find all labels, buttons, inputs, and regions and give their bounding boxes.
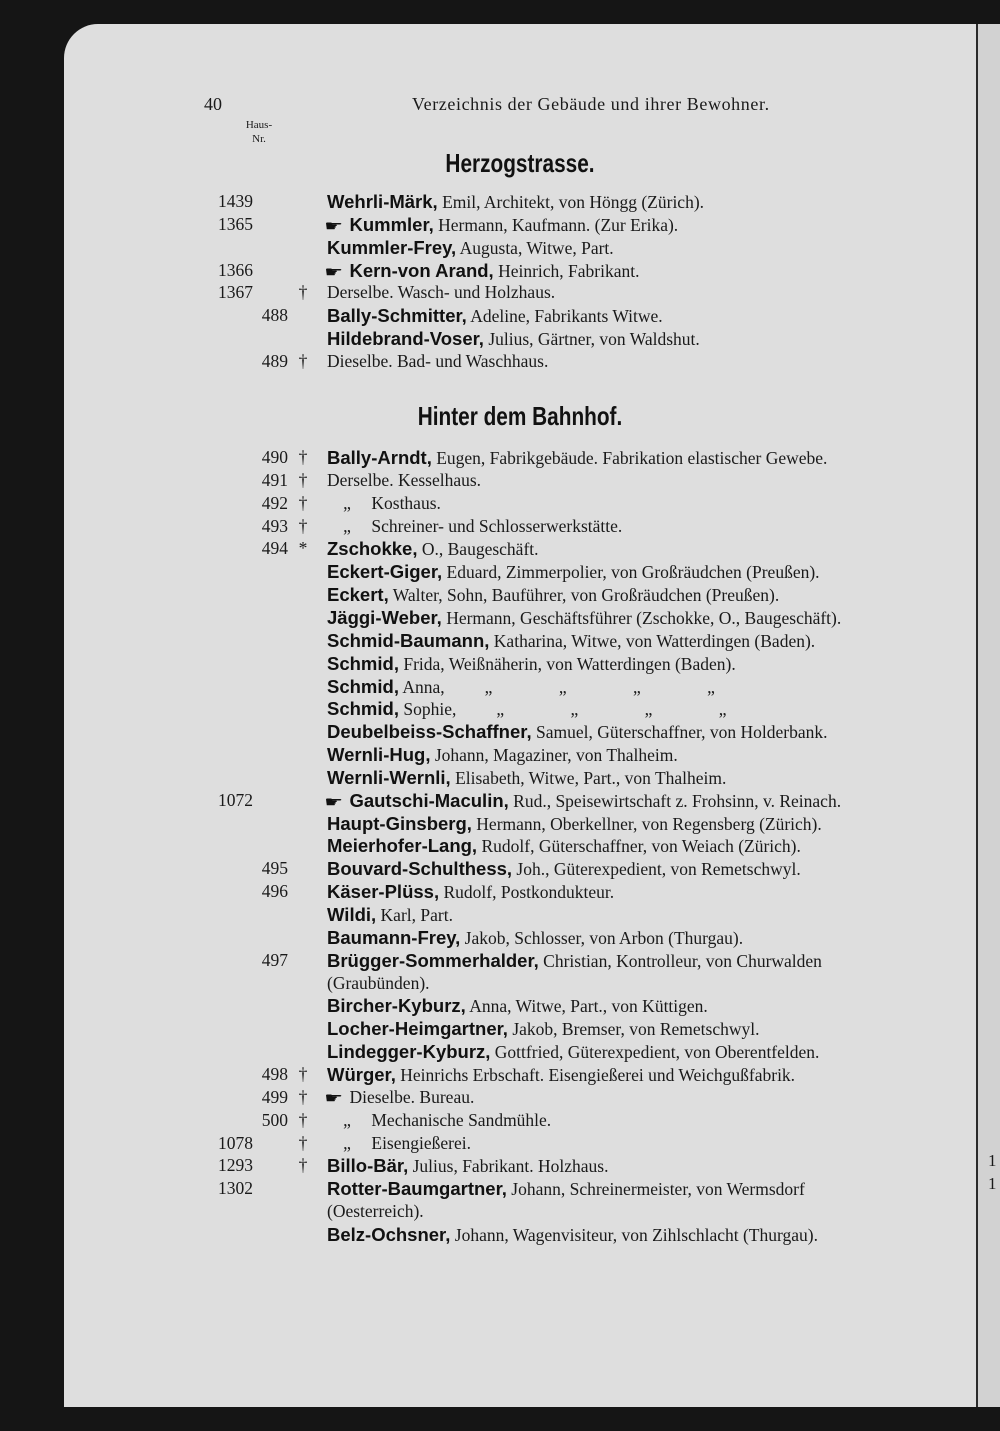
entry-details: Eduard, Zimmerpolier, von Großräudchen (Preußen). (446, 562, 820, 583)
house-number: 1366 (218, 259, 253, 280)
house-number: 495 (261, 858, 288, 879)
house-number: 1078 (218, 1132, 253, 1153)
entry-details: Sophie, (403, 699, 457, 720)
house-number: 1365 (218, 213, 253, 234)
entry-details: Emil, Architekt, von Höngg (Zürich). (442, 192, 705, 212)
directory-entry (64, 583, 976, 606)
entry-text (327, 857, 801, 881)
entry-details: Heinrichs Erbschaft. Eisengießerei und Weichgußfabrik. (400, 1064, 796, 1085)
resident-name: Billo-Bär, (327, 1155, 409, 1177)
entry-details: Jakob, Schlosser, von Arbon (Thurgau). (464, 927, 744, 948)
entry-details: Walter, Sohn, Bauführer, von Großräudchen (Preußen). (392, 585, 780, 606)
directory-entry (64, 629, 976, 652)
directory-entry (64, 1063, 976, 1086)
entry-details: Dieselbe. Bureau. (349, 1086, 475, 1107)
entry-details: Julius, Gärtner, von Waldshut. (488, 329, 700, 350)
entry-text (327, 994, 708, 1018)
resident-name: Haupt-Ginsberg, (327, 812, 472, 834)
entry-details: Christian, Kontrolleur, von Churwalden (543, 950, 822, 971)
entry-text (324, 1086, 475, 1111)
page-number: 40 (204, 94, 222, 114)
ditto-marks: „ „ „ „ (484, 676, 715, 697)
directory-entry (64, 949, 976, 972)
house-number: 1293 (218, 1155, 253, 1176)
pointing-hand-icon: ☛ (324, 1090, 344, 1107)
entry-text (327, 304, 663, 328)
entry-text (327, 515, 622, 538)
directory-entry (64, 1017, 976, 1040)
house-number: 493 (261, 515, 288, 536)
entry-text (327, 350, 548, 373)
directory-entry (64, 560, 976, 583)
resident-name: Gautschi-Maculin, (349, 789, 509, 811)
cross-icon: † (298, 350, 308, 371)
entry-details: Eisengießerei. (371, 1132, 471, 1153)
entry-text (327, 606, 841, 630)
adjacent-page-fragment: 1 (988, 1174, 997, 1193)
entry-text (327, 537, 539, 561)
cross-icon: † (298, 1132, 308, 1153)
entry-text (327, 446, 827, 470)
house-number: 1439 (218, 191, 253, 211)
cross-icon: † (298, 1086, 308, 1107)
house-number: 489 (261, 350, 288, 371)
entry-details: Johann, Wagenvisiteur, von Zihlschlacht (Thurgau). (454, 1224, 818, 1245)
entry-details: Dieselbe. Bad- und Waschhaus. (327, 350, 549, 371)
street-heading: Hinter dem Bahnhof. (417, 401, 623, 431)
entry-details: Rudolf, Postkondukteur. (443, 882, 615, 903)
entry-text (327, 972, 430, 995)
directory-entry (64, 469, 976, 492)
resident-name: Rotter-Baumgartner, (327, 1178, 507, 1200)
directory-entry (64, 446, 976, 469)
resident-name: Deubelbeiss-Schaffner, (327, 721, 532, 743)
entry-text (327, 1017, 759, 1041)
directory-entry (64, 766, 976, 789)
cross-icon: † (298, 515, 308, 536)
directory-entry (64, 1109, 976, 1132)
entry-text (327, 1109, 551, 1132)
entry-text (327, 949, 822, 973)
street-heading: Herzogstrasse. (445, 148, 595, 178)
directory-entry (64, 327, 976, 350)
entry-details: Heinrich, Fabrikant. (498, 260, 640, 281)
ditto-marks: „ „ „ „ (496, 699, 727, 720)
resident-name: Baumann-Frey, (327, 926, 461, 948)
entry-details: (Graubünden). (327, 972, 430, 993)
entry-text (327, 492, 441, 515)
directory-entry (64, 259, 976, 282)
document-page (64, 24, 976, 1407)
entry-text (327, 190, 704, 214)
resident-name: Bircher-Kyburz, (327, 995, 466, 1017)
cross-icon: † (298, 282, 308, 303)
entry-details: Kosthaus. (371, 492, 441, 513)
resident-name: Wernli-Hug, (327, 744, 431, 766)
directory-entry (64, 789, 976, 812)
entry-text (327, 880, 614, 904)
directory-entry (64, 880, 976, 903)
entry-text (327, 766, 726, 790)
entry-continuation (64, 972, 976, 995)
resident-name: Locher-Heimgartner, (327, 1018, 508, 1040)
directory-entry (64, 492, 976, 515)
house-number: 1302 (218, 1178, 253, 1199)
resident-name: Bouvard-Schulthess, (327, 858, 513, 880)
resident-name: Käser-Plüss, (327, 881, 440, 903)
adjacent-page-fragment: 1 (988, 1151, 997, 1170)
house-number: 492 (261, 492, 288, 513)
entry-text (327, 743, 678, 767)
entry-text (327, 327, 700, 351)
entry-details: Rud., Speisewirtschaft z. Frohsinn, v. Reinach. (513, 790, 842, 811)
directory-entry (64, 812, 976, 835)
house-number: 497 (261, 949, 288, 970)
resident-name: Kummler-Frey, (327, 236, 457, 258)
house-number: 1367 (218, 282, 253, 303)
pointing-hand-icon: ☛ (324, 218, 344, 235)
entry-details: Eugen, Fabrikgebäude. Fabrikation elastischer Gewebe. (436, 448, 828, 468)
house-number-column-label: Haus- Nr. (245, 119, 273, 145)
entry-text (327, 281, 555, 304)
resident-name: Hildebrand-Voser, (327, 328, 484, 350)
directory-entry (64, 515, 976, 538)
ditto-mark: „ (343, 515, 351, 536)
entry-details: Hermann, Oberkellner, von Regensberg (Zürich). (476, 813, 822, 834)
directory-entry (64, 350, 976, 373)
cross-icon: † (298, 1109, 308, 1130)
entry-details: Derselbe. Wasch- und Holzhaus. (327, 282, 556, 303)
resident-name: Eckert, (327, 584, 389, 606)
resident-name: Zschokke, (327, 538, 418, 560)
resident-name: Bally-Schmitter, (327, 305, 467, 327)
directory-entry (64, 190, 976, 213)
entry-text (327, 469, 481, 492)
resident-name: Brügger-Sommerhalder, (327, 949, 539, 971)
resident-name: Schmid-Baumann, (327, 629, 490, 651)
entry-text (327, 675, 715, 699)
resident-name: Schmid, (327, 698, 399, 720)
entry-details: Adeline, Fabrikants Witwe. (470, 306, 663, 327)
entry-text (327, 1177, 805, 1201)
entry-text (327, 812, 822, 836)
adjacent-page-edge (976, 24, 1000, 1407)
entry-text (327, 560, 820, 584)
entry-details: (Oesterreich). (327, 1201, 424, 1222)
house-number: 496 (261, 881, 288, 902)
entry-text (327, 1040, 819, 1064)
directory-entry (64, 606, 976, 629)
directory-entry (64, 697, 976, 720)
entry-details: Johann, Magaziner, von Thalheim. (434, 745, 678, 766)
ditto-mark: „ (343, 1109, 351, 1130)
entry-continuation (64, 1200, 976, 1223)
entry-details: Johann, Schreinermeister, von Wermsdorf (511, 1179, 805, 1200)
house-number: 488 (261, 305, 288, 326)
resident-name: Lindegger-Kyburz, (327, 1041, 491, 1063)
resident-name: Eckert-Giger, (327, 561, 443, 583)
entry-text (327, 1063, 795, 1087)
running-title: Verzeichnis der Gebäude und ihrer Bewohner. (412, 94, 770, 114)
entry-details: Frida, Weißnäherin, von Watterdingen (Baden). (403, 653, 736, 674)
house-number: 494 (261, 538, 288, 559)
directory-entry (64, 926, 976, 949)
resident-name: Bally-Arndt, (327, 447, 432, 468)
ditto-mark: „ (343, 492, 351, 513)
cross-icon: † (298, 469, 308, 490)
cross-icon: † (298, 1063, 308, 1084)
resident-name: Kern-von Arand, (349, 259, 494, 281)
ditto-mark: „ (343, 1132, 351, 1153)
pointing-hand-icon: ☛ (324, 794, 344, 811)
directory-entry (64, 903, 976, 926)
entry-details: O., Baugeschäft. (421, 539, 539, 560)
directory-entry (64, 1086, 976, 1109)
house-number: 490 (261, 447, 288, 467)
entry-details: Katharina, Witwe, von Watterdingen (Baden). (493, 630, 816, 651)
entry-details: Augusta, Witwe, Part. (459, 237, 614, 258)
entry-details: Karl, Part. (380, 905, 453, 925)
resident-name: Schmid, (327, 652, 399, 674)
resident-name: Wildi, (327, 904, 377, 925)
entry-details: Schreiner- und Schlosserwerkstätte. (371, 515, 623, 536)
cross-icon: † (298, 1155, 308, 1176)
entry-text (327, 1132, 471, 1155)
resident-name: Kummler, (349, 213, 434, 235)
entry-details: Elisabeth, Witwe, Part., von Thalheim. (455, 767, 727, 788)
directory-entry (64, 281, 976, 304)
entry-details: Hermann, Geschäftsführer (Zschokke, O., Baugeschäft). (446, 607, 842, 628)
resident-name: Meierhofer-Lang, (327, 835, 478, 857)
resident-name: Belz-Ochsner, (327, 1223, 451, 1245)
entry-details: Anna, (402, 676, 445, 697)
directory-entry (64, 994, 976, 1017)
directory-entry (64, 743, 976, 766)
entry-text (327, 236, 614, 260)
directory-entry (64, 1223, 976, 1246)
entry-text (327, 697, 727, 721)
entry-details: Samuel, Güterschaffner, von Holderbank. (535, 722, 828, 743)
directory-entry (64, 652, 976, 675)
entry-text (327, 1223, 818, 1247)
entry-details: Derselbe. Kesselhaus. (327, 469, 482, 490)
entry-details: Julius, Fabrikant. Holzhaus. (412, 1156, 609, 1177)
entry-details: Joh., Güterexpedient, von Remetschwyl. (516, 859, 801, 880)
asterisk-icon: * (298, 538, 308, 559)
house-number: 499 (261, 1086, 288, 1107)
resident-name: Würger, (327, 1063, 396, 1085)
entry-details: Gottfried, Güterexpedient, von Oberentfelden. (494, 1042, 820, 1063)
house-number: 500 (261, 1109, 288, 1130)
entry-text (327, 926, 743, 950)
resident-name: Wehrli-Märk, (327, 191, 438, 212)
directory-entry (64, 236, 976, 259)
entry-details: Anna, Witwe, Part., von Küttigen. (469, 996, 708, 1017)
cross-icon: † (298, 447, 308, 467)
pointing-hand-icon: ☛ (324, 264, 344, 281)
entry-text (327, 1200, 424, 1223)
directory-entry (64, 857, 976, 880)
house-number: 491 (261, 469, 288, 490)
cross-icon: † (298, 492, 308, 513)
entry-text (327, 903, 453, 927)
directory-entry (64, 834, 976, 857)
resident-name: Wernli-Wernli, (327, 766, 451, 788)
entry-details: Mechanische Sandmühle. (371, 1109, 552, 1130)
directory-entry (64, 1132, 976, 1155)
entry-text (327, 629, 815, 653)
entry-text (327, 834, 801, 858)
directory-entry (64, 213, 976, 236)
directory-entry (64, 1154, 976, 1177)
directory-entry (64, 675, 976, 698)
entry-text (327, 720, 828, 744)
directory-entry (64, 537, 976, 560)
resident-name: Jäggi-Weber, (327, 606, 442, 628)
entry-details: Jakob, Bremser, von Remetschwyl. (512, 1019, 760, 1040)
entry-text (327, 583, 779, 607)
entry-text (327, 652, 736, 676)
entry-details: Rudolf, Güterschaffner, von Weiach (Zürich). (481, 836, 801, 857)
entry-text (327, 1154, 608, 1178)
directory-entry (64, 1040, 976, 1063)
entry-details: Hermann, Kaufmann. (Zur Erika). (438, 214, 679, 235)
directory-entry (64, 1177, 976, 1200)
house-number: 1072 (218, 789, 253, 810)
resident-name: Schmid, (327, 675, 399, 697)
house-number: 498 (261, 1063, 288, 1084)
directory-entry (64, 304, 976, 327)
directory-entry (64, 720, 976, 743)
